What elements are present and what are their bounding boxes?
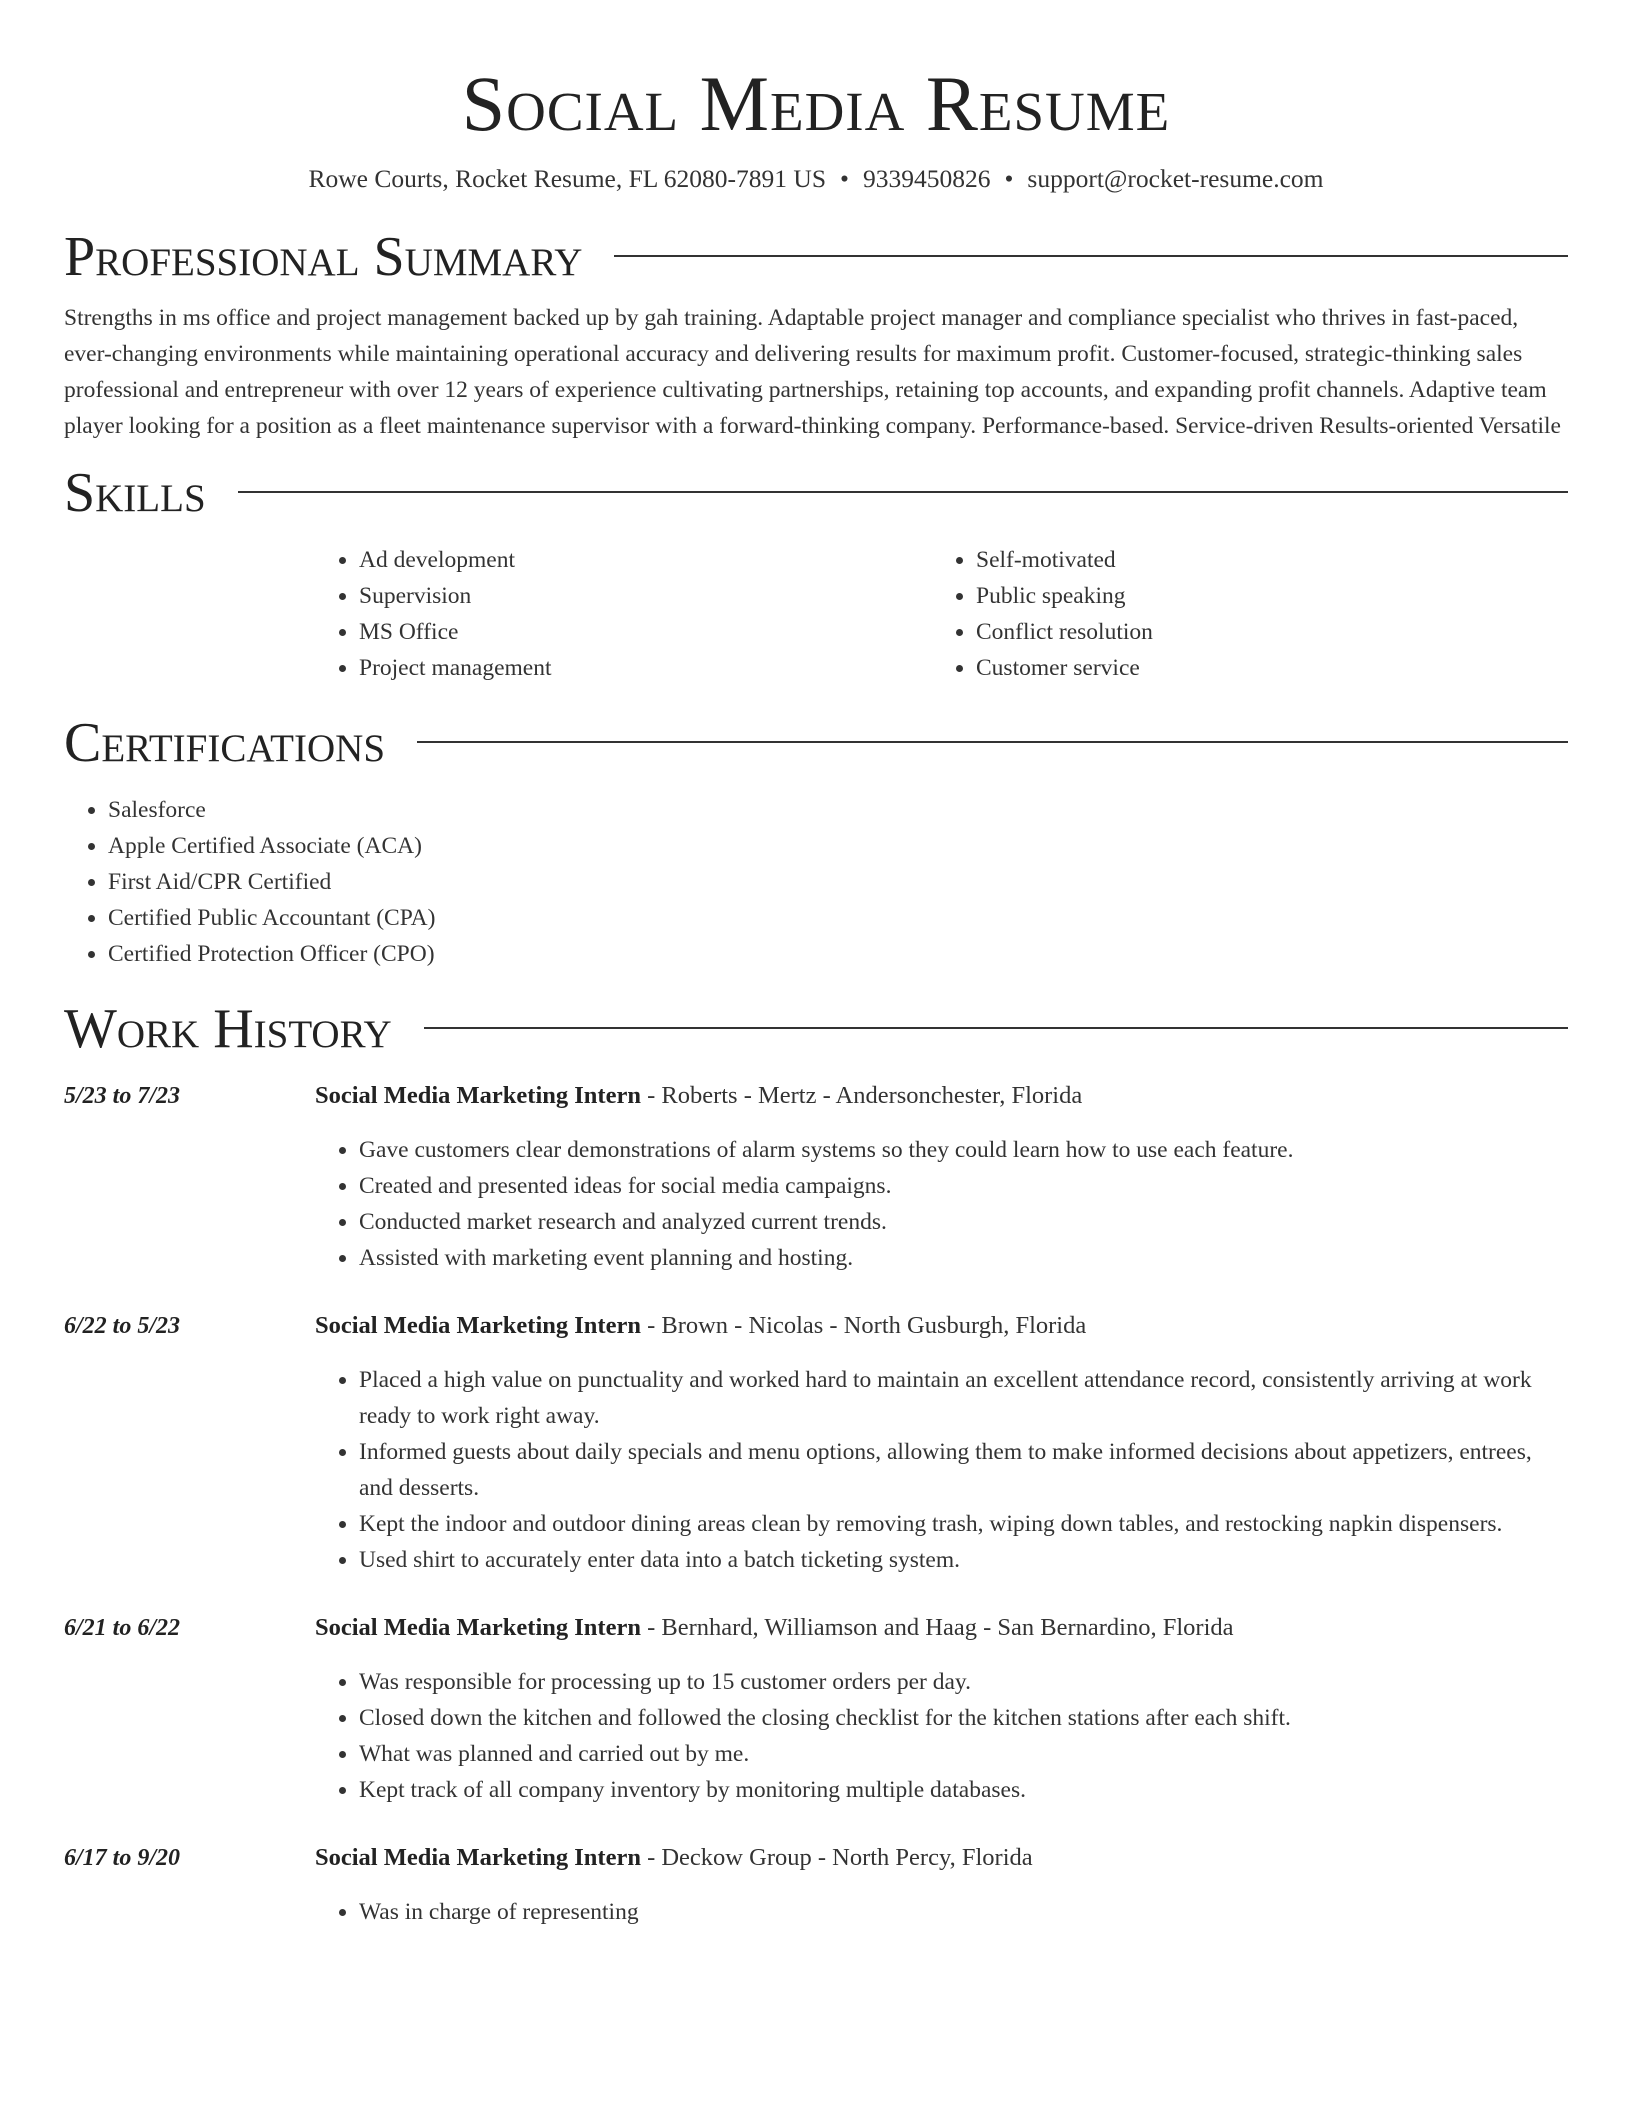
- skills-column-left: [315, 542, 932, 686]
- job-entry: [64, 1840, 1568, 1930]
- job-bullet: • Gave customers clear demonstrations of alarm systems so they could learn how to use each feature.: [359, 1132, 1568, 1168]
- job-heading: [315, 1610, 1568, 1646]
- job-dates: 6/17 to 9/20: [64, 1845, 181, 1871]
- certification-item: • Certified Public Accountant (CPA): [108, 900, 1568, 936]
- job-entry: [64, 1308, 1568, 1578]
- certification-item: • Apple Certified Associate (ACA): [108, 828, 1568, 864]
- job-dates: 5/23 to 7/23: [64, 1083, 181, 1109]
- section-divider: [417, 741, 1568, 743]
- skill-item: • Ad development: [359, 542, 932, 578]
- skill-item: • Customer service: [976, 650, 1568, 686]
- certification-item: • Certified Protection Officer (CPO): [108, 936, 1568, 972]
- job-bullets: [315, 1132, 1568, 1276]
- skills-list: [315, 542, 1568, 686]
- job-bullet: • Was in charge of representing: [359, 1894, 1568, 1930]
- section-title-summary: Professional Summary: [64, 226, 583, 288]
- job-bullets: [315, 1894, 1568, 1930]
- section-header-work-history: [64, 996, 1568, 1062]
- certification-item: • Salesforce: [108, 792, 1568, 828]
- skill-item: • MS Office: [359, 614, 932, 650]
- section-divider: [238, 491, 1568, 493]
- job-title: Social Media Marketing Intern: [315, 1614, 641, 1641]
- skill-item: • Project management: [359, 650, 932, 686]
- job-bullets: [315, 1664, 1568, 1808]
- job-bullet: • Created and presented ideas for social media campaigns.: [359, 1168, 1568, 1204]
- job-employer: - Brown - Nicolas - North Gusburgh, Florida: [640, 1312, 1087, 1339]
- job-bullet: • Kept the indoor and outdoor dining areas clean by removing trash, wiping down tables, and restocking napkin dispensers.: [359, 1506, 1568, 1542]
- summary-text: Strengths in ms office and project management backed up by gah training. Adaptable project manager and compliance specialist who thrives in fast-paced, ever-changing environments while maintaining operational accuracy and delivering results for maximum profit. Customer-focused, strategic-thinking sales professional and entrepreneur with over 12 years of experience cultivating partnerships, retaining top accounts, and expanding profit channels. Adaptive team player looking for a position as a fleet maintenance supervisor with a forward-thinking company. Performance-based. Service-driven Results-oriented Versatile: [64, 305, 1561, 439]
- certifications-list: [64, 792, 1568, 972]
- contact-address: Rowe Courts, Rocket Resume, FL 62080-7891 US: [308, 164, 827, 193]
- job-bullet: • Informed guests about daily specials and menu options, allowing them to make informed decisions about appetizers, entrees, and desserts.: [359, 1434, 1568, 1506]
- section-divider: [614, 255, 1568, 257]
- job-title: Social Media Marketing Intern: [315, 1312, 641, 1339]
- skill-item: • Supervision: [359, 578, 932, 614]
- contact-phone: 9339450826: [862, 164, 991, 193]
- section-header-summary: [64, 224, 1568, 290]
- job-heading: [315, 1078, 1568, 1114]
- section-header-skills: [64, 460, 1568, 526]
- job-title: Social Media Marketing Intern: [315, 1844, 641, 1871]
- contact-separator: •: [1004, 164, 1014, 193]
- job-dates: 6/22 to 5/23: [64, 1313, 181, 1339]
- job-entry: [64, 1078, 1568, 1276]
- job-dates: 6/21 to 6/22: [64, 1615, 181, 1641]
- skill-item: • Conflict resolution: [976, 614, 1568, 650]
- section-title-work-history: Work History: [64, 998, 392, 1060]
- job-bullets: [315, 1362, 1568, 1578]
- job-bullet: • Placed a high value on punctuality and worked hard to maintain an excellent attendance record, consistently arriving at work ready to work right away.: [359, 1362, 1568, 1434]
- skill-item: • Public speaking: [976, 578, 1568, 614]
- job-bullet: • Conducted market research and analyzed current trends.: [359, 1204, 1568, 1240]
- job-heading: [315, 1308, 1568, 1344]
- job-heading: [315, 1840, 1568, 1876]
- job-employer: - Roberts - Mertz - Andersonchester, Florida: [640, 1082, 1083, 1109]
- job-bullet: • Kept track of all company inventory by monitoring multiple databases.: [359, 1772, 1568, 1808]
- job-bullet: • Closed down the kitchen and followed the closing checklist for the kitchen stations after each shift.: [359, 1700, 1568, 1736]
- job-bullet: • What was planned and carried out by me.: [359, 1736, 1568, 1772]
- job-bullet: • Assisted with marketing event planning and hosting.: [359, 1240, 1568, 1276]
- job-entry: [64, 1610, 1568, 1808]
- section-header-certifications: [64, 710, 1568, 776]
- section-divider: [424, 1027, 1568, 1029]
- skills-column-right: [932, 542, 1568, 686]
- resume-title: Social Media Resume: [461, 60, 1171, 147]
- certification-item: • First Aid/CPR Certified: [108, 864, 1568, 900]
- job-title: Social Media Marketing Intern: [315, 1082, 641, 1109]
- contact-email[interactable]: support@rocket-resume.com: [1027, 164, 1324, 193]
- section-title-skills: Skills: [64, 462, 206, 524]
- job-bullet: • Used shirt to accurately enter data into a batch ticketing system.: [359, 1542, 1568, 1578]
- job-employer: - Bernhard, Williamson and Haag - San Bernardino, Florida: [640, 1614, 1234, 1641]
- contact-line: [64, 162, 1568, 196]
- resume-page: [64, 0, 1568, 1930]
- job-bullet: • Was responsible for processing up to 15 customer orders per day.: [359, 1664, 1568, 1700]
- contact-separator: •: [840, 164, 849, 193]
- skill-item: • Self-motivated: [976, 542, 1568, 578]
- job-employer: - Deckow Group - North Percy, Florida: [640, 1844, 1033, 1871]
- section-title-certifications: Certifications: [64, 712, 386, 774]
